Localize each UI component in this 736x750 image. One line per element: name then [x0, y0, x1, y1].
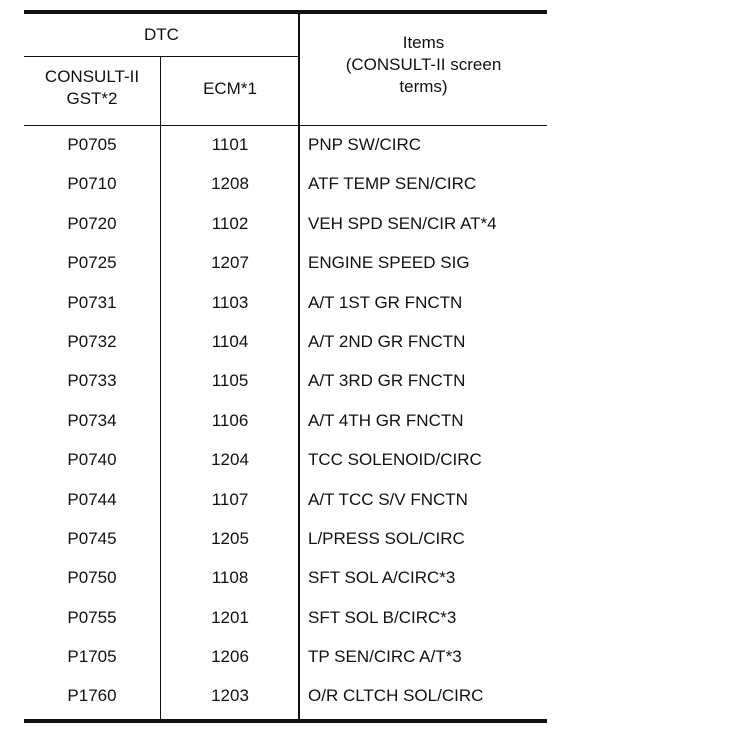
item-term-cell: SFT SOL B/CIRC*3 [308, 607, 457, 627]
item-term-cell: TP SEN/CIRC A/T*3 [308, 647, 462, 667]
ecm-code-cell: 1205 [211, 528, 249, 548]
table-row [24, 402, 547, 441]
consult-code-cell: P1705 [67, 647, 117, 667]
table-row [24, 362, 547, 401]
ecm-column-header: ECM*1 [203, 79, 257, 98]
consult-code-cell: P0732 [67, 331, 117, 351]
ecm-code-cell: 1104 [211, 331, 249, 351]
item-term-cell: ATF TEMP SEN/CIRC [308, 174, 477, 194]
consult-code-cell: P0710 [67, 174, 117, 194]
item-term-cell: ENGINE SPEED SIG [308, 253, 470, 273]
consult-code-cell: P0731 [67, 292, 117, 312]
item-term-cell: A/T 2ND GR FNCTN [308, 331, 466, 351]
table-row [24, 126, 547, 165]
item-term-cell: PNP SW/CIRC [308, 135, 422, 154]
item-term-cell: L/PRESS SOL/CIRC [308, 528, 465, 548]
dtc-group-rule [24, 56, 299, 57]
table-bottom-rule [24, 719, 547, 723]
consult-code-cell: P0705 [67, 135, 117, 154]
ecm-code-cell: 1204 [211, 450, 249, 470]
ecm-code-cell: 1201 [211, 607, 249, 627]
consult-code-cell: P0755 [67, 607, 117, 627]
table-row [24, 520, 547, 559]
table-row [24, 638, 547, 677]
consult-code-cell: P0734 [67, 410, 117, 430]
item-term-cell: O/R CLTCH SOL/CIRC [308, 686, 484, 706]
ecm-code-cell: 1106 [211, 410, 249, 430]
item-term-cell: VEH SPD SEN/CIR AT*4 [308, 213, 497, 233]
consult-code-cell: P0733 [67, 371, 117, 391]
item-term-cell: A/T 1ST GR FNCTN [308, 292, 463, 312]
consult-code-cell: P0725 [67, 253, 117, 273]
table-row [24, 205, 547, 244]
item-term-cell: TCC SOLENOID/CIRC [308, 450, 482, 470]
ecm-code-cell: 1102 [211, 213, 249, 233]
consult-column-header: CONSULT-II GST*2 [44, 67, 140, 108]
item-term-cell: A/T 3RD GR FNCTN [308, 371, 466, 391]
table-row [24, 323, 547, 362]
consult-code-cell: P0745 [67, 528, 117, 548]
item-term-cell: A/T 4TH GR FNCTN [308, 410, 464, 430]
items-column-header: Items (CONSULT-II screen terms) [345, 33, 502, 96]
ecm-code-cell: 1207 [211, 253, 249, 273]
dtc-table [24, 10, 547, 722]
dtc-group-header: DTC [144, 25, 179, 44]
consult-code-cell: P0744 [67, 489, 117, 509]
table-top-rule [24, 10, 547, 14]
item-term-cell: A/T TCC S/V FNCTN [308, 489, 468, 509]
ecm-code-cell: 1107 [211, 489, 249, 509]
ecm-code-cell: 1105 [211, 371, 249, 391]
consult-code-cell: P0750 [67, 568, 117, 588]
table-row [24, 244, 547, 283]
consult-code-cell: P1760 [67, 686, 117, 706]
table-body [24, 126, 547, 717]
consult-code-cell: P0740 [67, 450, 117, 470]
ecm-code-cell: 1203 [211, 686, 249, 706]
table-row [24, 481, 547, 520]
table-row [24, 677, 547, 716]
table-row [24, 559, 547, 598]
ecm-code-cell: 1108 [211, 568, 249, 588]
ecm-code-cell: 1103 [211, 292, 249, 312]
table-row [24, 284, 547, 323]
item-term-cell: SFT SOL A/CIRC*3 [308, 568, 456, 588]
consult-code-cell: P0720 [67, 213, 117, 233]
ecm-code-cell: 1101 [211, 135, 249, 154]
table-row [24, 599, 547, 638]
ecm-code-cell: 1208 [211, 174, 249, 194]
table-row [24, 441, 547, 480]
table-row [24, 165, 547, 204]
ecm-code-cell: 1206 [211, 647, 249, 667]
